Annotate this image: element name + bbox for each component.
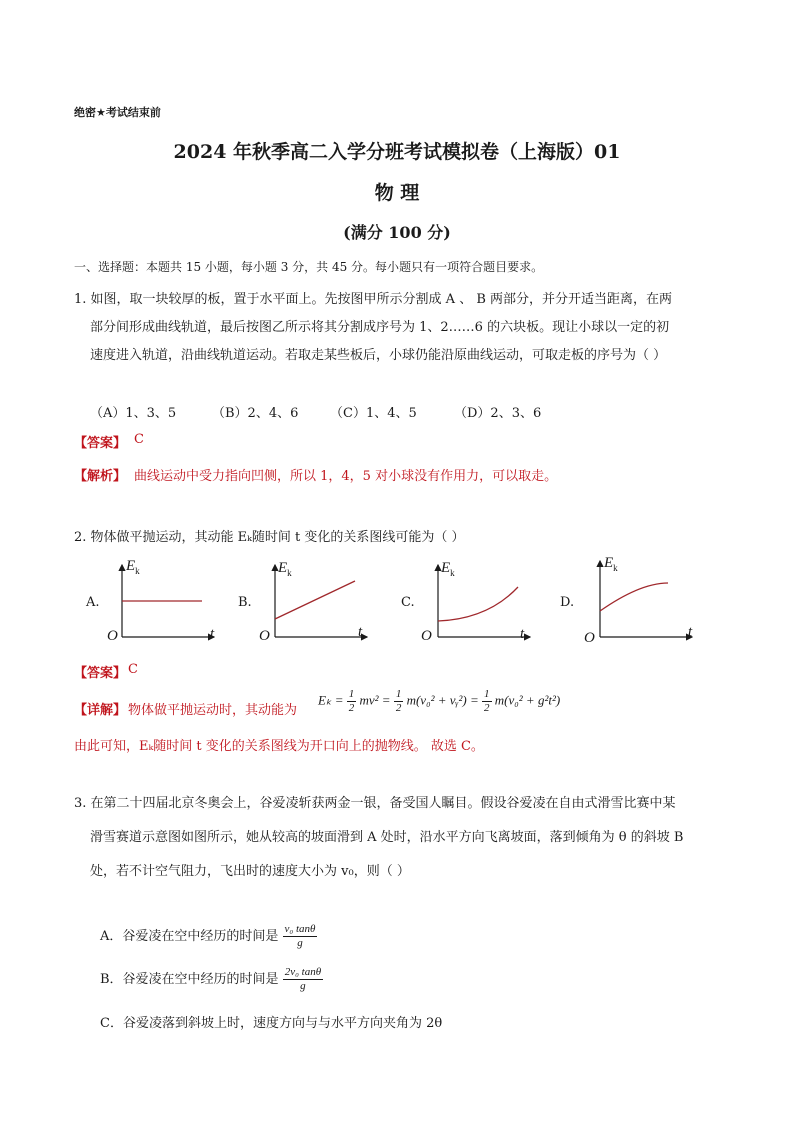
graph-c-xlabel: t (520, 626, 525, 642)
graph-d-origin: O (584, 630, 595, 646)
graph-c-label: C. (401, 595, 415, 610)
graph-d-label: D. (560, 595, 575, 610)
graph-a-xlabel: t (210, 626, 215, 642)
page-title: 2024 年秋季高二入学分班考试模拟卷（上海版）01 (173, 141, 621, 163)
q3-option-b: B．谷爱凌在空中经历的时间是 $\frac{\text{2v₀ tanθ}}{g}$ (100, 966, 322, 992)
q3-line1: 3. 在第二十四届北京冬奥会上，谷爱凌斩获两金一银，备受国人瞩目。假设谷爱凌在自由式滑雪比赛中某 (74, 796, 676, 811)
secret-mark: 绝密★考试结束前 (74, 106, 161, 119)
q1-option-a: （A）1、3、5 (90, 406, 177, 421)
graph-b (255, 555, 385, 650)
q2-detail-tag: 【详解】 (74, 703, 127, 718)
q2-detail: 物体做平抛运动时，其动能为 (128, 703, 298, 718)
q1-option-b: （B）2、4、6 (212, 406, 299, 421)
ek-curve (438, 587, 518, 621)
graph-a-ylabel: $E_k$ (126, 558, 140, 576)
subject-title: 物 理 (374, 182, 420, 204)
graph-d-xlabel: t (688, 624, 693, 640)
q3-option-a: A．谷爱凌在空中经历的时间是 $\frac{\text{v₀ tanθ}}{g}$ (100, 923, 316, 949)
section-heading: 一、选择题：本题共 15 小题，每小题 3 分，共 45 分。每小题只有一项符合题目要求。 (74, 260, 544, 274)
graph-c-ylabel: $E_k$ (441, 560, 455, 578)
graph-a-label: A. (86, 595, 100, 610)
q1-option-c: （C）1、4、5 (330, 406, 417, 421)
full-score: (满分 100 分) (343, 223, 451, 242)
graph-c-origin: O (421, 628, 432, 644)
graph-c (418, 555, 548, 650)
q3-option-c: C．谷爱凌落到斜坡上时，速度方向与与水平方向夹角为 2θ (100, 1016, 443, 1031)
graph-d-ylabel: $E_k$ (604, 555, 618, 573)
q2-answer-tag: 【答案】 (74, 666, 127, 681)
ek-curve (600, 583, 668, 611)
kinetic-energy-formula: Eₖ = $\frac{1}{2}$ mv² = $\frac{1}{2}$ m(v₀² + vᵧ²) = $\frac{1}{2}$ m(v₀² + g²t²) (318, 688, 561, 714)
graph-b-xlabel: t (358, 624, 363, 640)
q1-line1: 1. 如图，取一块较厚的板，置于水平面上。先按图甲所示分割成 A 、 B 两部分，并分开适当距离，在两 (74, 292, 673, 307)
q2-stem: 2. 物体做平抛运动，其动能 Eₖ随时间 t 变化的关系图线可能为（ ） (74, 530, 465, 545)
ek-curve (275, 581, 355, 619)
graph-a-origin: O (107, 628, 118, 644)
q1-answer: C (134, 432, 144, 447)
graph-b-label: B. (238, 595, 252, 610)
q1-answer-tag: 【答案】 (74, 436, 127, 451)
q3-line2: 滑雪赛道示意图如图所示，她从较高的坡面滑到 A 处时，沿水平方向飞离坡面，落到倾角为 θ 的斜坡 B (90, 830, 684, 845)
graph-b-origin: O (259, 628, 270, 644)
q3-line3: 处，若不计空气阻力，飞出时的速度大小为 v₀，则（ ） (90, 864, 410, 879)
q1-line2: 部分间形成曲线轨道，最后按图乙所示将其分割成序号为 1、2……6 的六块板。现让小球以一定的初 (90, 320, 670, 335)
q1-analysis-tag: 【解析】 (74, 469, 127, 484)
q1-option-d: （D）2、3、6 (454, 406, 542, 421)
q2-conclusion: 由此可知，Eₖ随时间 t 变化的关系图线为开口向上的抛物线。 故选 C。 (74, 739, 484, 754)
q2-answer: C (128, 662, 138, 677)
q1-line3: 速度进入轨道，沿曲线轨道运动。若取走某些板后，小球仍能沿原曲线运动，可取走板的序号为（ ） (90, 348, 667, 363)
graph-b-ylabel: $E_k$ (278, 560, 292, 578)
q1-analysis: 曲线运动中受力指向凹侧，所以 1，4，5 对小球没有作用力，可以取走。 (134, 469, 558, 484)
